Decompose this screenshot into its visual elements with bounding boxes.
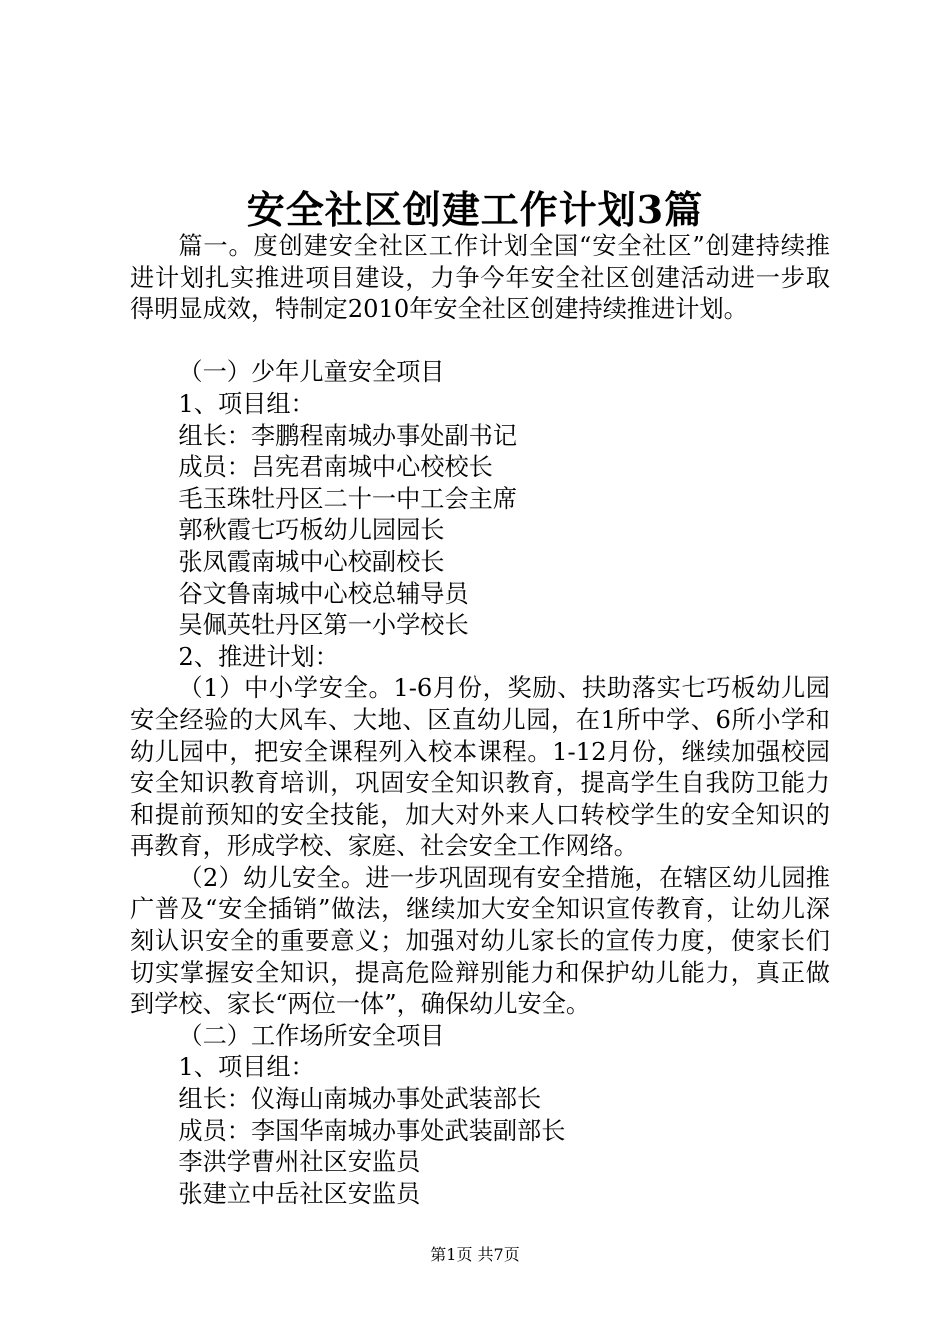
member-line: 组长：仪海山南城办事处武装部长 — [178, 1085, 542, 1114]
page-footer: 第1页 共7页 — [430, 1245, 520, 1264]
paragraph-spacer — [130, 326, 830, 358]
section-heading-1: （一）少年儿童安全项目 — [178, 358, 445, 387]
project-group-label-2: 1、项目组： — [178, 1053, 315, 1082]
member-line: 成员：李国华南城办事处武装副部长 — [178, 1116, 566, 1145]
member-line: 谷文鲁南城中心校总辅导员 — [178, 579, 469, 608]
document-title: 安全社区创建工作计划3篇 — [246, 187, 704, 232]
member-line: 李洪学曹州社区安监员 — [178, 1148, 421, 1177]
member-line: 张建立中岳社区安监员 — [178, 1179, 421, 1208]
plan-item-child-safety: （2）幼儿安全。进一步巩固现有安全措施，在辖区幼儿园推广普及“安全插销”做法，继续加大安全知识宣传教育，让幼儿深刻认识安全的重要意义；加强对幼儿家长的宣传力度，使家长们切实掌握安全知识，提高危险辩别能力和保护幼儿能力，真正做到学校、家长“两位一体”，确保幼儿安全。 — [130, 863, 830, 1019]
member-line: 吴佩英牡丹区第一小学校长 — [178, 611, 469, 640]
member-line: 成员：吕宪君南城中心校校长 — [178, 453, 493, 482]
intro-paragraph: 篇一。度创建安全社区工作计划全国“安全社区”创建持续推进计划扎实推进项目建设，力争今年安全社区创建活动进一步取得明显成效，特制定2010年安全社区创建持续推进计划。 — [130, 232, 830, 324]
plan-item-school-safety: （1）中小学安全。1-6月份，奖励、扶助落实七巧板幼儿园安全经验的大风车、大地、区直幼儿园，在1所中学、6所小学和幼儿园中，把安全课程列入校本课程。1-12月份，继续加强校园安全知识教育培训，巩固安全知识教育，提高学生自我防卫能力和提前预知的安全技能，加大对外来人口转校学生的安全知识的再教育，形成学校、家庭、社会安全工作网络。 — [130, 674, 830, 861]
member-line: 郭秋霞七巧板幼儿园园长 — [178, 516, 445, 545]
project-group-label-1: 1、项目组： — [178, 389, 315, 418]
section-heading-2: （二）工作场所安全项目 — [178, 1021, 445, 1050]
member-line: 毛玉珠牡丹区二十一中工会主席 — [178, 484, 518, 513]
member-line: 组长：李鹏程南城办事处副书记 — [178, 421, 518, 450]
plan-label: 2、推进计划： — [178, 642, 339, 671]
member-line: 张凤霞南城中心校副校长 — [178, 547, 445, 576]
document-body — [130, 231, 830, 1210]
